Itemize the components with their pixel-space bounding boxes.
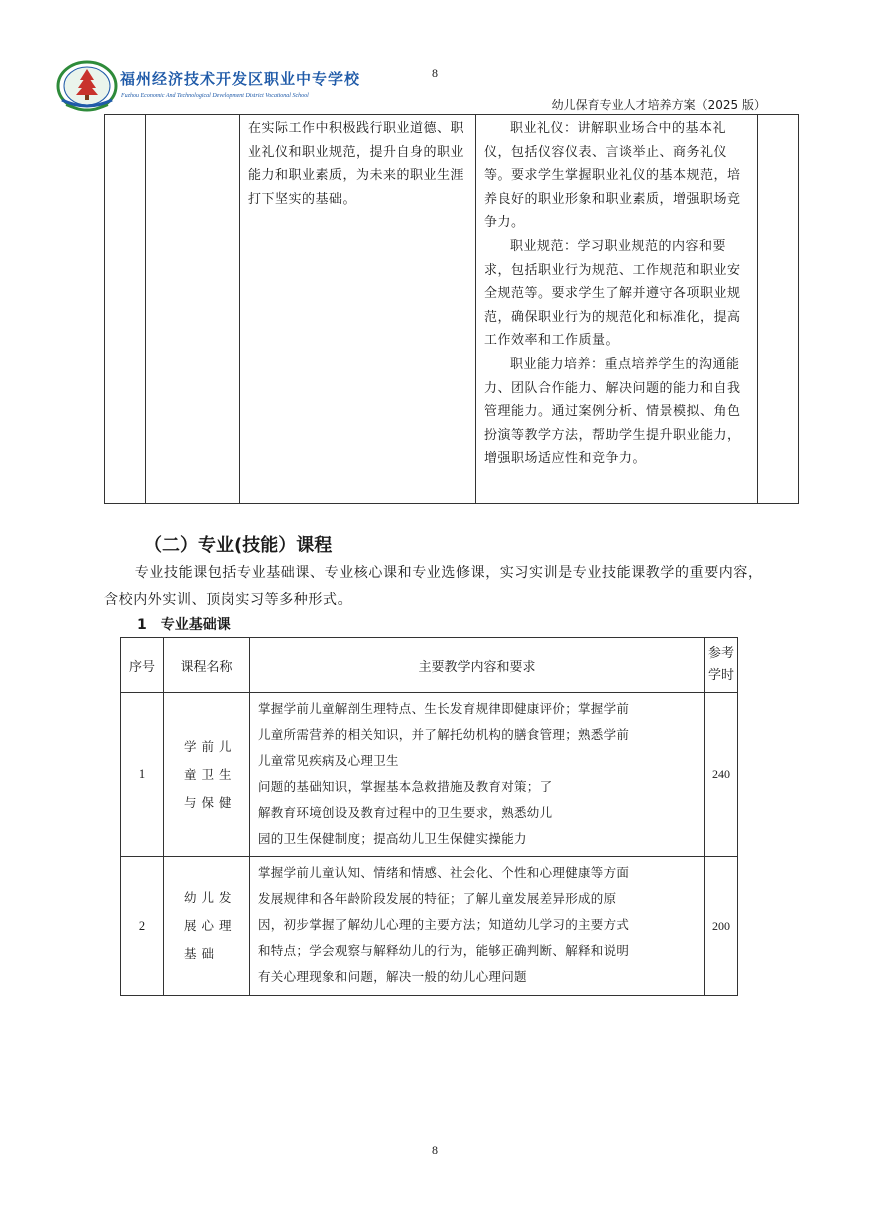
content-line: 儿童所需营养的相关知识，并了解托幼机构的膳食管理；熟悉学前 xyxy=(258,727,630,742)
table-row xyxy=(105,115,799,504)
course-hours: 200 xyxy=(705,857,738,996)
course-table xyxy=(120,637,738,996)
content-line: 发展规律和各年龄阶段发展的特征；了解儿童发展差异形成的原 xyxy=(258,891,617,906)
subsection-title xyxy=(137,614,231,634)
school-name: 福州经济技术开发区职业中专学校 xyxy=(120,70,361,88)
content-line: 问题的基础知识，掌握基本急救措施及教育对策；了 xyxy=(258,779,553,794)
subsection-label: 专业基础课 xyxy=(160,617,231,633)
course-hours: 240 xyxy=(705,693,738,857)
school-emblem-icon xyxy=(56,60,118,112)
subsection-number: 1 xyxy=(137,617,147,633)
content-paragraph: 职业礼仪：讲解职业场合中的基本礼仪，包括仪容仪表、言谈举止、商务礼仪等。要求学生掌握职业礼仪的基本规范，培养良好的职业形象和职业素质，增强职场竞争力。 xyxy=(484,121,741,231)
empty-cell xyxy=(105,115,146,504)
table-header-row xyxy=(121,638,738,693)
content-line: 掌握学前儿童认知、情绪和情感、社会化、个性和心理健康等方面 xyxy=(258,865,630,880)
table-row xyxy=(121,857,738,996)
content-line: 和特点；学会观察与解释幼儿的行为，能够正确判断、解释和说明 xyxy=(258,943,630,958)
header-hours: 参考学时 xyxy=(705,638,738,693)
row-no: 1 xyxy=(121,693,164,857)
header-name: 课程名称 xyxy=(164,638,250,693)
document-title: 幼儿保育专业人才培养方案（2025 版） xyxy=(551,98,766,112)
objective-cell xyxy=(240,115,476,504)
content-line: 园的卫生保健制度；提高幼儿卫生保健实操能力 xyxy=(258,831,527,846)
content-paragraph: 职业规范：学习职业规范的内容和要求，包括职业行为规范、工作规范和职业安全规范等。要求学生了解并遵守各项职业规范，确保职业行为的规范化和标准化，提高工作效率和工作质量。 xyxy=(484,238,741,349)
objective-text: 在实际工作中积极践行职业道德、职业礼仪和职业规范，提升自身的职业能力和职业素质，为未来的职业生涯打下坚实的基础。 xyxy=(248,121,465,207)
section-intro: 专业技能课包括专业基础课、专业核心课和专业选修课，实习实训是专业技能课教学的重要内容，含校内外实训、顶岗实习等多种形式。 xyxy=(104,565,763,608)
page-number-top: 8 xyxy=(432,66,438,80)
header-no: 序号 xyxy=(121,638,164,693)
header-content: 主要教学内容和要求 xyxy=(250,638,705,693)
content-line: 解教育环境创设及教育过程中的卫生要求，熟悉幼儿 xyxy=(258,805,553,820)
content-line: 儿童常见疾病及心理卫生 xyxy=(258,753,399,768)
table-row xyxy=(121,693,738,857)
continued-course-table xyxy=(104,114,799,504)
content-cell xyxy=(476,115,758,504)
school-name-english: Fuzhou Economic And Technological Development District Vocational School xyxy=(121,93,309,99)
content-line: 掌握学前儿童解剖生理特点、生长发育规律即健康评价；掌握学前 xyxy=(258,701,630,716)
content-paragraph: 职业能力培养：重点培养学生的沟通能力、团队合作能力、解决问题的能力和自我管理能力。通过案例分析、情景模拟、角色扮演等教学方法，帮助学生提升职业能力，增强职场适应性和竞争力。 xyxy=(484,356,741,467)
empty-cell xyxy=(146,115,240,504)
content-line: 因，初步掌握了解幼儿心理的主要方法；知道幼儿学习的主要方式 xyxy=(258,917,630,932)
course-name: 幼儿发展心理基础 xyxy=(164,857,250,996)
row-no: 2 xyxy=(121,857,164,996)
empty-cell xyxy=(758,115,799,504)
course-name: 学前儿童卫生与保健 xyxy=(164,693,250,857)
page-number-bottom: 8 xyxy=(432,1143,438,1157)
section-title: （二）专业(技能）课程 xyxy=(144,535,333,556)
course-content xyxy=(250,857,705,996)
content-line: 有关心理现象和问题，解决一般的幼儿心理问题 xyxy=(258,969,527,984)
course-content xyxy=(250,693,705,857)
